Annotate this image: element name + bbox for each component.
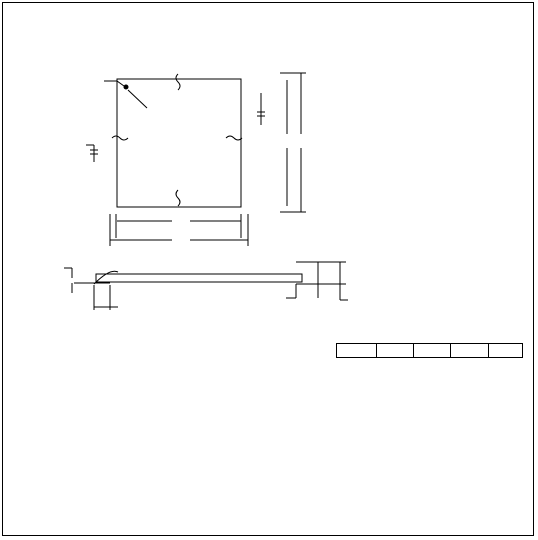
header-nom: [414, 344, 451, 358]
break-line-left: [112, 136, 128, 140]
header-note: [489, 344, 523, 358]
package-body: [117, 79, 241, 207]
table-header-row: [337, 344, 523, 358]
side-view-body: [96, 274, 302, 282]
header-max: [451, 344, 489, 358]
header-symbol: [337, 344, 377, 358]
header-min: [377, 344, 414, 358]
dimensions-table: [336, 343, 523, 358]
break-line-bottom: [176, 190, 180, 206]
break-line-top: [176, 74, 180, 90]
pin1-leader: [104, 81, 124, 86]
pin1-identifier-leader: [128, 90, 147, 108]
break-line-right: [226, 136, 242, 140]
pin1-identifier-dot: [124, 85, 128, 89]
